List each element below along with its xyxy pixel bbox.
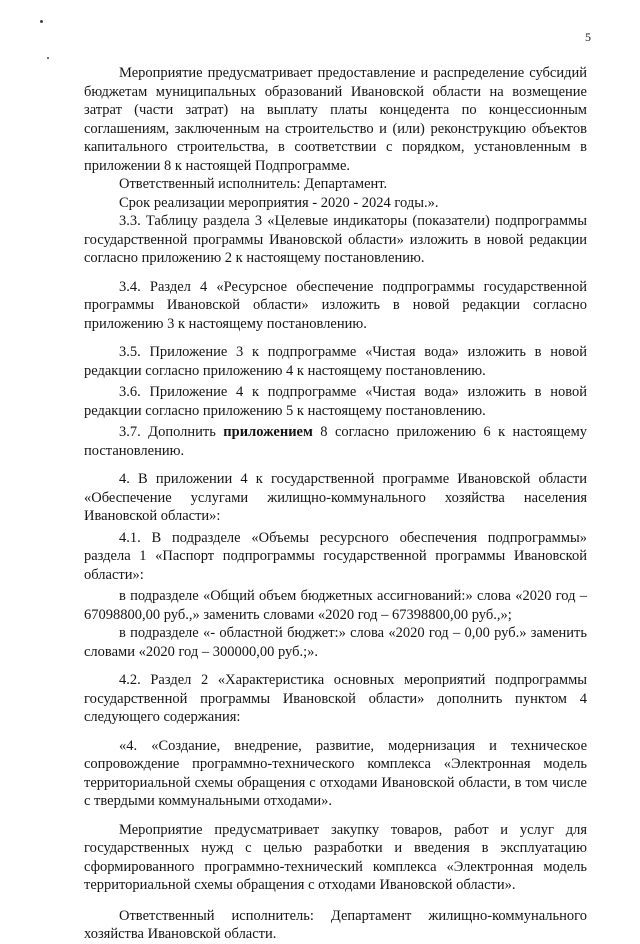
paragraph-item-3-3: 3.3. Таблицу раздела 3 «Целевые индикаторы (показатели) подпрограммы государственной программы Ивановской области» изложить в новой редакции согласно приложению 2 к настоящему постановлению.	[84, 213, 587, 266]
paragraph-regional-budget-change: в подразделе «- областной бюджет:» слова «2020 год – 0,00 руб.» заменить словами «2020 год – 300000,00 руб.;».	[84, 625, 587, 660]
paragraph-item-4: 4. В приложении 4 к государственной программе Ивановской области «Обеспечение услугами жилищно-коммунального хозяйства населения Ивановской области»:	[84, 471, 587, 524]
paragraph-responsible-executor: Ответственный исполнитель: Департамент.	[119, 176, 388, 192]
paragraph-new-measure-4: «4. «Создание, внедрение, развитие, модернизация и техническое сопровождение программно-технического комплекса «Электронная модель территориальной схемы обращения с отходами Ивановской области, в том числе с твердыми коммунальными отходами».	[84, 737, 587, 809]
scan-speck	[47, 57, 49, 59]
paragraph-item-3-5: 3.5. Приложение 3 к подпрограмме «Чистая вода» изложить в новой редакции согласно приложению 4 к настоящему постановлению.	[84, 344, 587, 379]
paragraph-item-3-7	[84, 423, 587, 460]
page-number: 5	[585, 30, 591, 44]
item-3-7-bold-word: приложением	[223, 424, 313, 440]
paragraph-item-4-1: 4.1. В подразделе «Объемы ресурсного обеспечения подпрограммы» раздела 1 «Паспорт подпрограммы государственной программы Ивановской области»:	[84, 529, 587, 583]
paragraph-procurement-description: Мероприятие предусматривает закупку товаров, работ и услуг для государственных нужд с целью разработки и введения в эксплуатацию сформированного программно-технический комплекса «Электронная модель территориальной схемы обращения с отходами Ивановской области».	[84, 821, 587, 893]
paragraph-item-3-4: 3.4. Раздел 4 «Ресурсное обеспечение подпрограммы государственной программы Ивановской области» изложить в новой редакции согласно приложению 3 к настоящему постановлению.	[84, 278, 587, 332]
item-3-7-text-end: 8 согласно приложению 6 к настоящему постановлению.	[84, 424, 588, 459]
paragraph-responsible-department: Ответственный исполнитель: Департамент жилищно-коммунального хозяйства Ивановской области.	[84, 907, 587, 942]
document-body	[84, 64, 587, 944]
paragraph-item-3-6: 3.6. Приложение 4 к подпрограмме «Чистая вода» изложить в новой редакции согласно приложению 5 к настоящему постановлению.	[84, 384, 587, 419]
item-3-7-text-start: 3.7. Дополнить	[119, 424, 224, 440]
paragraph-implementation-period: Срок реализации мероприятия - 2020 - 2024 годы.».	[119, 194, 439, 211]
paragraph-total-budget-change: в подразделе «Общий объем бюджетных ассигнований:» слова «2020 год – 67098800,00 руб.,» заменить словами «2020 год – 67398800,00 руб.,»;	[84, 588, 587, 623]
paragraph-measure-description: Мероприятие предусматривает предоставление и распределение субсидий бюджетам муниципальных образований Ивановской области на возмещение затрат (части затрат) на выплату платы концедента по концессионным соглашениям, заключенным на строительство и (или) реконструкцию объектов капитального строительства, в соответствии с порядком, установленным в приложении 8 к настоящей Подпрограмме.	[84, 65, 587, 174]
scan-speck	[40, 20, 43, 23]
paragraph-item-4-2: 4.2. Раздел 2 «Характеристика основных мероприятий подпрограммы государственной программы Ивановской области» дополнить пунктом 4 следующего содержания:	[84, 672, 587, 725]
